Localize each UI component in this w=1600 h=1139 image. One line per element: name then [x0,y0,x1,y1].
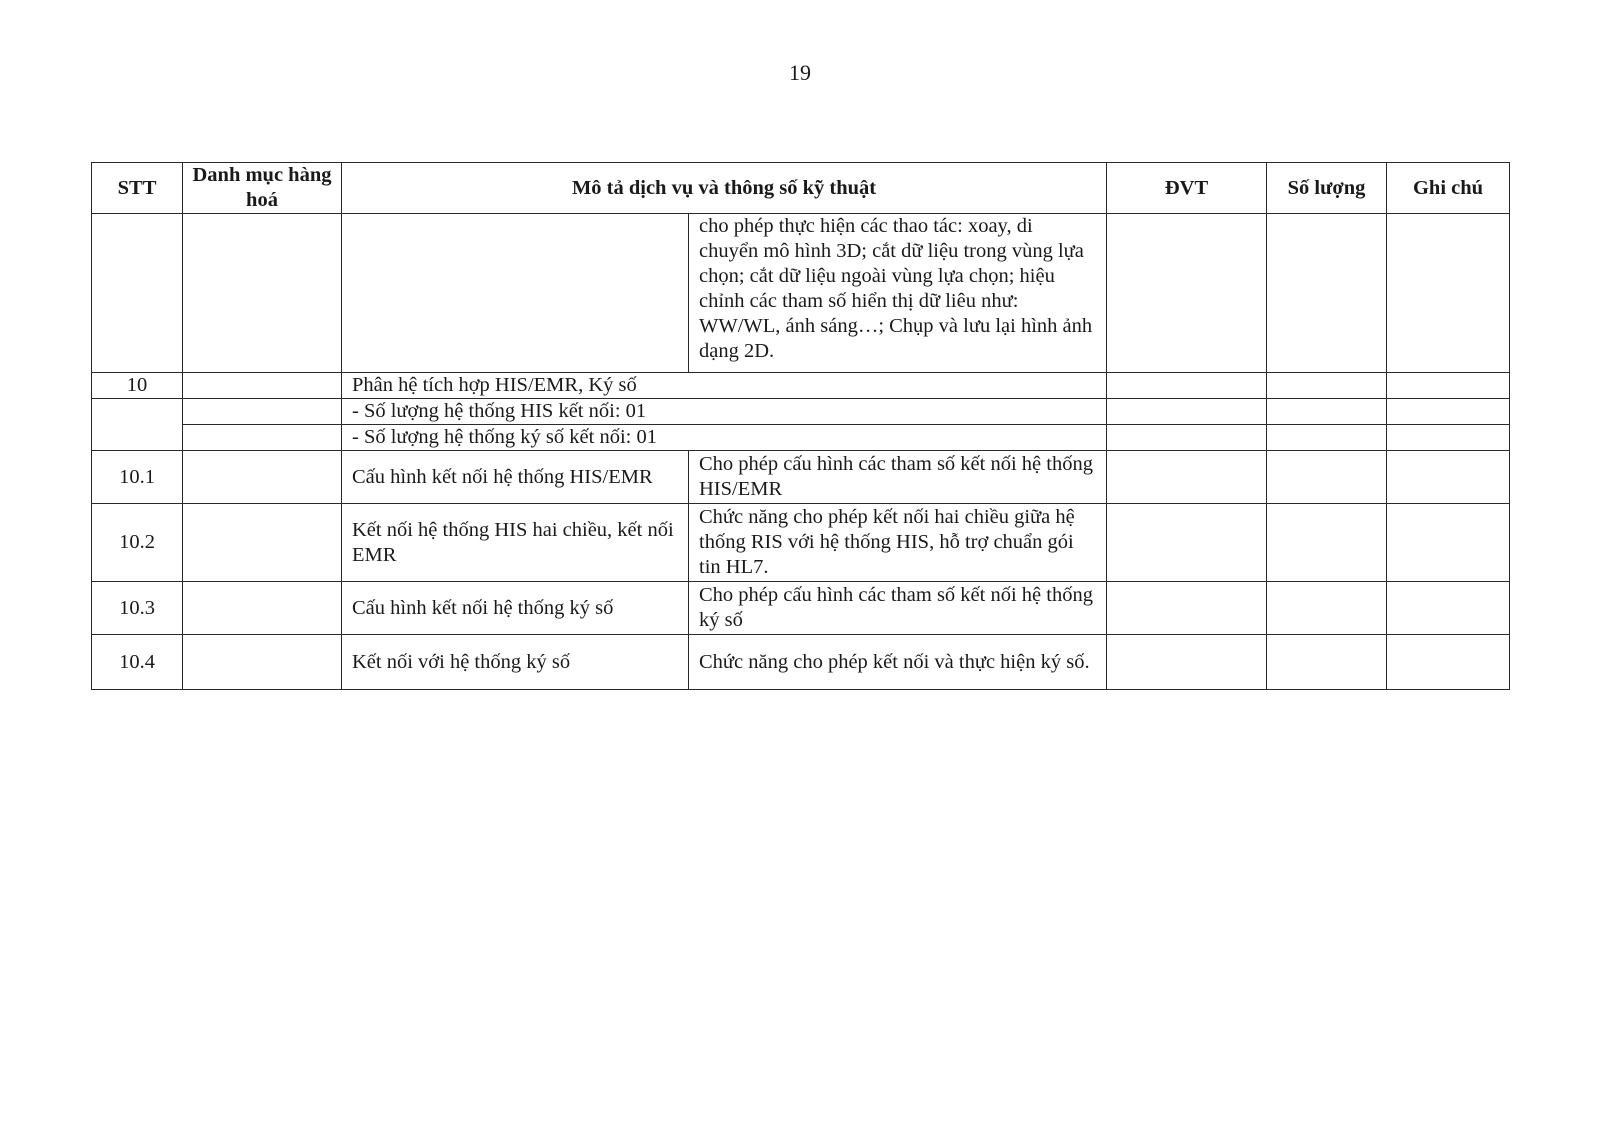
cell-note [1387,425,1510,451]
table-row-continuation [92,214,1510,373]
cell-quantity [1267,635,1387,690]
header-description: Mô tả dịch vụ và thông số kỹ thuật [342,163,1107,214]
cell-section-stt: 10 [92,373,183,399]
cell-stt: 10.1 [92,451,183,504]
header-row [92,163,1510,214]
table-row [92,635,1510,690]
header-unit: ĐVT [1107,163,1267,214]
cell-unit [1107,504,1267,582]
cell-quantity [1267,504,1387,582]
cell-note [1387,504,1510,582]
cell-quantity [1267,451,1387,504]
cell-unit [1107,214,1267,373]
cell-section-title: Phân hệ tích hợp HIS/EMR, Ký số [342,373,1107,399]
table-row-section-line [92,399,1510,425]
cell-unit [1107,399,1267,425]
cell-section-line: - Số lượng hệ thống HIS kết nối: 01 [342,399,1107,425]
cell-unit [1107,582,1267,635]
page-number: 19 [789,60,811,85]
header-category: Danh mục hàng hoá [183,163,342,214]
cell-unit [1107,635,1267,690]
table-row-section-10 [92,373,1510,399]
header-note: Ghi chú [1387,163,1510,214]
cell-category [183,504,342,582]
cell-stt [92,214,183,373]
cell-item: Cấu hình kết nối hệ thống ký số [342,582,689,635]
table-row-section-line [92,425,1510,451]
table-row [92,582,1510,635]
cell-category [183,425,342,451]
cell-quantity [1267,373,1387,399]
cell-note [1387,399,1510,425]
cell-description: Cho phép cấu hình các tham số kết nối hệ thống HIS/EMR [689,451,1107,504]
cell-note [1387,635,1510,690]
cell-section-line: - Số lượng hệ thống ký số kết nối: 01 [342,425,1107,451]
cell-item: Kết nối với hệ thống ký số [342,635,689,690]
cell-quantity [1267,425,1387,451]
cell-unit [1107,451,1267,504]
cell-category [183,451,342,504]
cell-note [1387,214,1510,373]
cell-category [183,373,342,399]
cell-stt: 10.3 [92,582,183,635]
cell-category [183,399,342,425]
cell-unit [1107,425,1267,451]
cell-description: Chức năng cho phép kết nối và thực hiện ký số. [689,635,1107,690]
cell-description: Cho phép cấu hình các tham số kết nối hệ thống ký số [689,582,1107,635]
cell-unit [1107,373,1267,399]
cell-continuation-description: cho phép thực hiện các thao tác: xoay, di chuyển mô hình 3D; cắt dữ liệu trong vùng lựa chọn; cắt dữ liệu ngoài vùng lựa chọn; hiệu chỉnh các tham số hiển thị dữ liêu như: WW/WL, ánh sáng…; Chụp và lưu lại hình ảnh dạng 2D. [689,214,1107,373]
cell-category [183,214,342,373]
cell-category [183,582,342,635]
table-row [92,504,1510,582]
cell-quantity [1267,214,1387,373]
cell-category [183,635,342,690]
table-row [92,451,1510,504]
cell-item: Cấu hình kết nối hệ thống HIS/EMR [342,451,689,504]
cell-note [1387,582,1510,635]
cell-stt: 10.4 [92,635,183,690]
cell-description: Chức năng cho phép kết nối hai chiều giữa hệ thống RIS với hệ thống HIS, hỗ trợ chuẩn gói tin HL7. [689,504,1107,582]
specification-table [91,162,1510,690]
header-quantity: Số lượng [1267,163,1387,214]
cell-quantity [1267,582,1387,635]
header-stt: STT [92,163,183,214]
cell-item: Kết nối hệ thống HIS hai chiều, kết nối EMR [342,504,689,582]
cell-stt [92,399,183,451]
cell-item [342,214,689,373]
cell-stt: 10.2 [92,504,183,582]
cell-quantity [1267,399,1387,425]
cell-note [1387,451,1510,504]
cell-note [1387,373,1510,399]
